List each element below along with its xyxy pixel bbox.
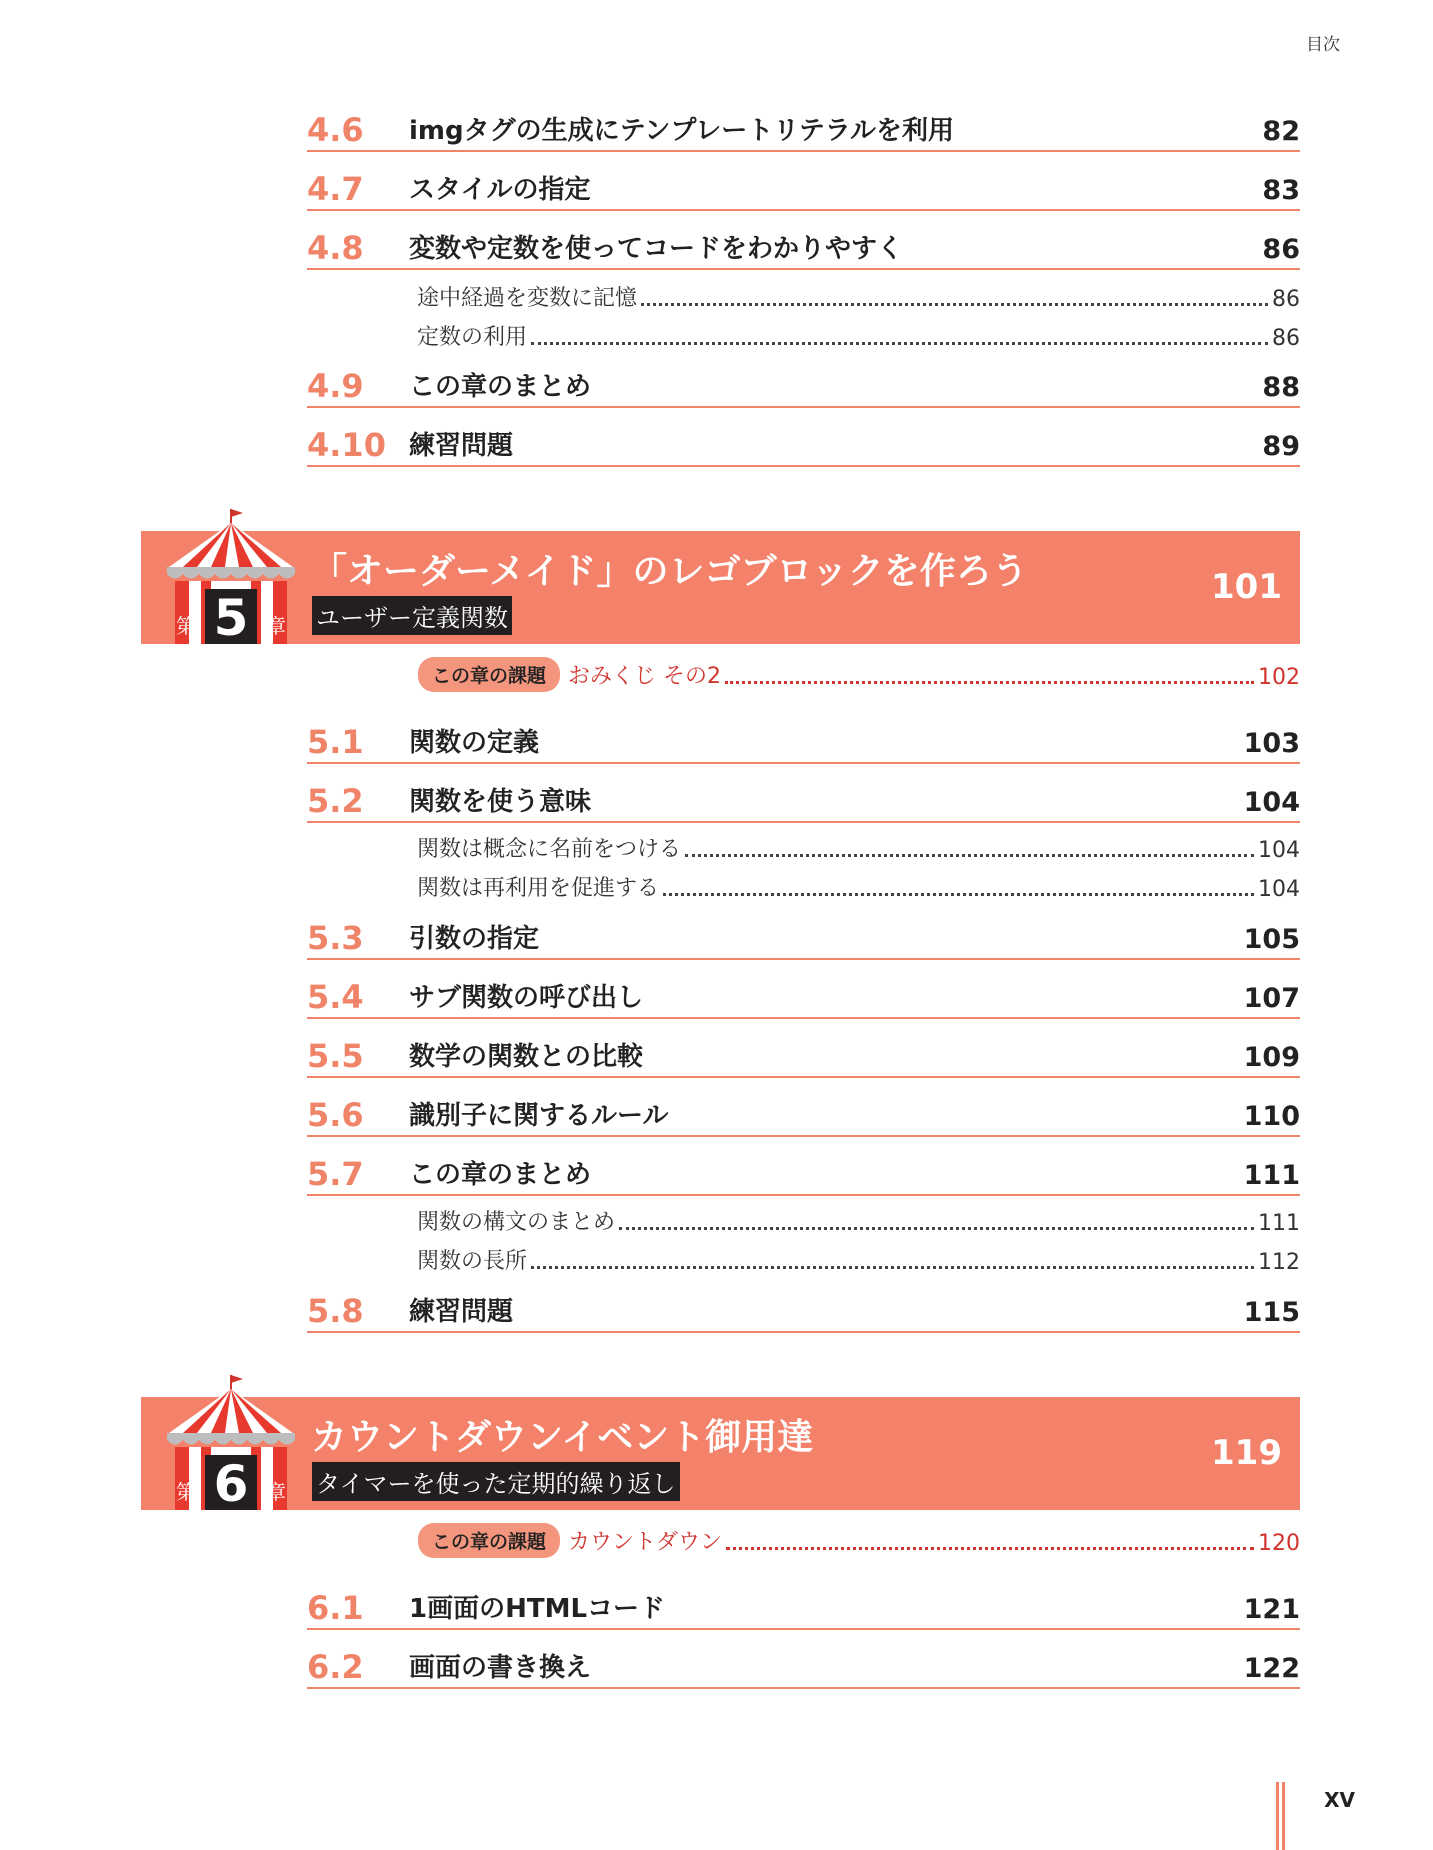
section-title: imgタグの生成にテンプレートリテラルを利用	[409, 116, 954, 146]
chapter-page: 119	[1211, 1433, 1282, 1473]
toc-section-5-4[interactable]	[307, 973, 1300, 1019]
section-number: 4.6	[307, 111, 364, 149]
subsection-title: 定数の利用	[417, 325, 528, 350]
subsection-page: 104	[1258, 877, 1300, 902]
section-page: 121	[1243, 1594, 1300, 1625]
section-title: 画面の書き換え	[409, 1653, 592, 1683]
leader-dots	[531, 1266, 1254, 1269]
subsection-title: 関数の構文のまとめ	[417, 1210, 616, 1235]
section-number: 5.2	[307, 782, 364, 820]
section-page: 89	[1262, 431, 1300, 462]
circus-tent-icon	[163, 507, 299, 644]
section-page: 83	[1262, 175, 1300, 206]
section-page: 111	[1243, 1160, 1300, 1191]
section-number: 5.4	[307, 978, 364, 1016]
toc-section-5-6[interactable]	[307, 1091, 1300, 1137]
subsection-title: 関数の長所	[417, 1249, 528, 1274]
leader-dots	[619, 1227, 1254, 1230]
subsection-page: 111	[1258, 1211, 1300, 1236]
subsection-page: 112	[1258, 1250, 1300, 1275]
toc-section-4-6[interactable]	[307, 106, 1300, 152]
chapter-page: 101	[1211, 567, 1282, 607]
toc-subsection[interactable]	[417, 872, 1300, 902]
section-page: 88	[1262, 372, 1300, 403]
chapter-5-banner[interactable]	[141, 531, 1300, 644]
toc-section-5-1[interactable]	[307, 718, 1300, 764]
toc-section-4-8[interactable]	[307, 224, 1300, 270]
section-page: 122	[1243, 1653, 1300, 1684]
task-page: 102	[1258, 665, 1300, 690]
leader-dots	[685, 854, 1254, 857]
section-title: 1画面のHTMLコード	[409, 1594, 666, 1624]
task-title: おみくじ その2	[568, 664, 722, 689]
section-title: スタイルの指定	[409, 175, 591, 205]
section-title: 関数の定義	[409, 728, 540, 758]
toc-subsection[interactable]	[417, 321, 1300, 351]
toc-section-6-1[interactable]	[307, 1584, 1300, 1630]
leader-dots	[725, 681, 1254, 684]
leader-dots	[663, 893, 1254, 896]
chapter-number: 5	[213, 589, 249, 644]
section-number: 5.1	[307, 723, 364, 761]
section-number: 6.2	[307, 1648, 364, 1686]
section-page: 82	[1262, 116, 1300, 147]
toc-subsection[interactable]	[417, 1245, 1300, 1275]
running-header: 目次	[1306, 35, 1340, 55]
folio-rule	[1276, 1782, 1285, 1850]
section-title: 識別子に関するルール	[409, 1101, 669, 1131]
section-number: 6.1	[307, 1589, 364, 1627]
subsection-page: 86	[1272, 326, 1300, 351]
section-page: 103	[1243, 728, 1300, 759]
chapter-suffix: 章	[266, 614, 286, 638]
section-page: 86	[1262, 234, 1300, 265]
chapter-subtitle: ユーザー定義関数	[312, 596, 512, 635]
section-number: 5.3	[307, 919, 364, 957]
section-title: 数学の関数との比較	[409, 1042, 644, 1072]
toc-section-6-2[interactable]	[307, 1643, 1300, 1689]
task-badge: この章の課題	[418, 1523, 560, 1558]
chapter-subtitle: タイマーを使った定期的繰り返し	[312, 1462, 680, 1501]
chapter-6-banner[interactable]	[141, 1397, 1300, 1510]
section-title: この章のまとめ	[409, 1160, 592, 1190]
section-title: 変数や定数を使ってコードをわかりやすく	[409, 234, 904, 264]
section-title: 関数を使う意味	[409, 787, 592, 817]
toc-section-5-2[interactable]	[307, 777, 1300, 823]
toc-subsection[interactable]	[417, 833, 1300, 863]
toc-section-5-3[interactable]	[307, 914, 1300, 960]
task-badge: この章の課題	[418, 657, 560, 692]
section-number: 5.8	[307, 1292, 364, 1330]
section-title: 練習問題	[409, 1297, 514, 1327]
chapter-prefix: 第	[176, 1480, 196, 1504]
section-page: 107	[1243, 983, 1300, 1014]
subsection-page: 86	[1272, 287, 1300, 312]
chapter-prefix: 第	[176, 614, 196, 638]
section-title: 練習問題	[409, 431, 514, 461]
leader-dots	[531, 342, 1268, 345]
section-number: 5.7	[307, 1155, 364, 1193]
section-page: 109	[1243, 1042, 1300, 1073]
leader-dots	[641, 303, 1268, 306]
section-number: 5.6	[307, 1096, 364, 1134]
section-page: 115	[1243, 1297, 1300, 1328]
section-title: サブ関数の呼び出し	[409, 983, 644, 1013]
section-number: 4.7	[307, 170, 364, 208]
task-title: カウントダウン	[568, 1530, 723, 1555]
toc-section-5-5[interactable]	[307, 1032, 1300, 1078]
toc-subsection[interactable]	[417, 1206, 1300, 1236]
chapter-suffix: 章	[266, 1480, 286, 1504]
toc-section-4-9[interactable]	[307, 362, 1300, 408]
chapter-number: 6	[213, 1455, 249, 1510]
subsection-title: 関数は概念に名前をつける	[417, 837, 682, 862]
toc-section-4-7[interactable]	[307, 165, 1300, 211]
section-number: 4.9	[307, 367, 364, 405]
subsection-title: 関数は再利用を促進する	[417, 876, 660, 901]
section-number: 5.5	[307, 1037, 364, 1075]
section-page: 105	[1243, 924, 1300, 955]
section-page: 110	[1243, 1101, 1300, 1132]
circus-tent-icon	[163, 1373, 299, 1510]
toc-section-5-7[interactable]	[307, 1150, 1300, 1196]
chapter-task[interactable]	[418, 660, 1300, 692]
subsection-title: 途中経過を変数に記憶	[417, 286, 638, 311]
leader-dots	[726, 1547, 1254, 1550]
chapter-task[interactable]	[418, 1526, 1300, 1558]
toc-section-5-8[interactable]	[307, 1287, 1300, 1333]
section-page: 104	[1243, 787, 1300, 818]
page-folio: XV	[1324, 1788, 1355, 1812]
chapter-title: カウントダウンイベント御用達	[311, 1417, 814, 1458]
section-title: この章のまとめ	[409, 372, 592, 402]
subsection-page: 104	[1258, 838, 1300, 863]
section-number: 4.8	[307, 229, 364, 267]
chapter-title: 「オーダーメイド」のレゴブロックを作ろう	[311, 551, 1028, 592]
task-page: 120	[1258, 1531, 1300, 1556]
section-title: 引数の指定	[409, 924, 540, 954]
toc-subsection[interactable]	[417, 282, 1300, 312]
section-number: 4.10	[307, 426, 386, 464]
toc-section-4-10[interactable]	[307, 421, 1300, 467]
